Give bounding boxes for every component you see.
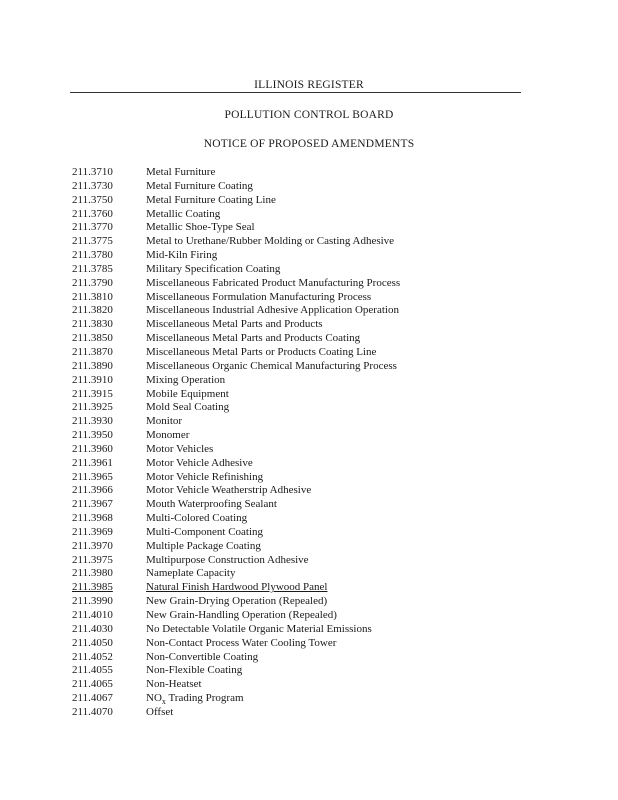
section-number: 211.3775 — [72, 235, 113, 248]
header-rule — [70, 92, 521, 93]
list-item — [72, 304, 552, 318]
list-item — [72, 637, 552, 651]
section-number: 211.3890 — [72, 359, 113, 372]
section-title-main: NO — [146, 692, 162, 705]
section-number: 211.4050 — [72, 636, 113, 649]
section-number: 211.4052 — [72, 650, 113, 663]
section-title: Monomer — [146, 429, 190, 442]
section-number: 211.4067 — [72, 692, 113, 705]
section-number: 211.3820 — [72, 304, 113, 317]
section-number: 211.3965 — [72, 470, 113, 483]
list-item — [72, 388, 552, 402]
list-item — [72, 471, 552, 485]
section-number: 211.3967 — [72, 498, 113, 511]
list-item — [72, 401, 552, 415]
section-title: Monitor — [146, 415, 183, 428]
section-title: Non-Contact Process Water Cooling Tower — [146, 636, 337, 649]
section-title: Mold Seal Coating — [146, 401, 230, 414]
list-item — [72, 166, 552, 180]
list-item — [72, 318, 552, 332]
list-item — [72, 180, 552, 194]
notice-title: NOTICE OF PROPOSED AMENDMENTS — [203, 138, 415, 150]
list-item — [72, 374, 552, 388]
register-title — [0, 79, 618, 91]
section-title: Offset — [146, 705, 174, 718]
list-item — [72, 429, 552, 443]
list-item — [72, 415, 552, 429]
list-item — [72, 208, 552, 222]
section-number: 211.3770 — [72, 221, 113, 234]
list-item — [72, 609, 552, 623]
list-item — [72, 692, 552, 706]
list-item — [72, 526, 552, 540]
section-title: Metal to Urethane/Rubber Molding or Casting Adhesive — [146, 235, 395, 248]
section-title: Mouth Waterproofing Sealant — [146, 498, 277, 511]
list-item — [72, 540, 552, 554]
section-title: Non-Heatset — [146, 678, 202, 691]
section-number: 211.3950 — [72, 429, 113, 442]
list-item — [72, 623, 552, 637]
list-item — [72, 235, 552, 249]
section-title: Motor Vehicle Weatherstrip Adhesive — [146, 484, 312, 497]
list-item — [72, 291, 552, 305]
section-title: Motor Vehicle Adhesive — [146, 456, 253, 469]
section-title-subscript: x — [161, 697, 166, 707]
section-title: Mixing Operation — [146, 373, 226, 386]
section-number: 211.3969 — [72, 525, 113, 538]
section-title: Miscellaneous Metal Parts or Products Coating Line — [146, 345, 377, 358]
list-item — [72, 567, 552, 581]
list-item — [72, 277, 552, 291]
section-number: 211.3760 — [72, 207, 113, 220]
list-item — [72, 706, 552, 720]
section-title: Metallic Coating — [146, 207, 221, 220]
section-number: 211.3975 — [72, 553, 113, 566]
list-item — [72, 512, 552, 526]
list-item — [72, 554, 552, 568]
section-title: New Grain-Drying Operation (Repealed) — [146, 595, 328, 608]
section-number: 211.3968 — [72, 512, 113, 525]
section-number: 211.3930 — [72, 415, 113, 428]
list-item — [72, 194, 552, 208]
section-title: Mid-Kiln Firing — [146, 249, 218, 262]
section-number: 211.3960 — [72, 442, 113, 455]
list-item — [72, 678, 552, 692]
section-number: 211.3990 — [72, 595, 113, 608]
section-title — [146, 692, 244, 706]
section-title: Natural Finish Hardwood Plywood Panel — [146, 581, 328, 594]
list-item — [72, 457, 552, 471]
section-number: 211.3961 — [72, 456, 113, 469]
section-title: Non-Convertible Coating — [146, 650, 259, 663]
section-number: 211.3730 — [72, 179, 113, 192]
section-title: Miscellaneous Organic Chemical Manufacturing Process — [146, 359, 397, 372]
section-title: Nameplate Capacity — [146, 567, 236, 580]
section-number: 211.4065 — [72, 678, 113, 691]
section-number: 211.3790 — [72, 276, 113, 289]
section-title: Non-Flexible Coating — [146, 664, 243, 677]
section-title: Multi-Component Coating — [146, 525, 264, 538]
list-item — [72, 581, 552, 595]
section-number: 211.3870 — [72, 345, 113, 358]
section-title: Motor Vehicle Refinishing — [146, 470, 264, 483]
section-number: 211.4070 — [72, 705, 113, 718]
section-title: Miscellaneous Industrial Adhesive Application Operation — [146, 304, 399, 317]
section-title-rest: Trading Program — [165, 692, 244, 705]
section-title: Multi-Colored Coating — [146, 512, 248, 525]
list-item — [72, 221, 552, 235]
list-item — [72, 360, 552, 374]
section-title: Miscellaneous Formulation Manufacturing Process — [146, 290, 372, 303]
section-title: Multipurpose Construction Adhesive — [146, 553, 309, 566]
section-title: Mobile Equipment — [146, 387, 229, 400]
section-number: 211.3850 — [72, 332, 113, 345]
section-title: No Detectable Volatile Organic Material Emissions — [146, 622, 372, 635]
section-number: 211.3915 — [72, 387, 113, 400]
section-title: Metallic Shoe-Type Seal — [146, 221, 255, 234]
definitions-list — [72, 166, 552, 720]
list-item — [72, 484, 552, 498]
list-item — [72, 263, 552, 277]
list-item — [72, 249, 552, 263]
section-title: New Grain-Handling Operation (Repealed) — [146, 609, 337, 621]
section-title: Miscellaneous Metal Parts and Products Coating — [146, 332, 361, 345]
section-number: 211.3980 — [72, 567, 113, 580]
list-item — [72, 332, 552, 346]
section-title: Metal Furniture — [146, 166, 216, 178]
section-number: 211.4010 — [72, 609, 113, 621]
section-title: Motor Vehicles — [146, 442, 214, 455]
board-title: POLLUTION CONTROL BOARD — [224, 109, 394, 121]
section-number: 211.4055 — [72, 664, 113, 677]
section-title: Military Specification Coating — [146, 262, 281, 275]
section-title: Miscellaneous Metal Parts and Products — [146, 318, 323, 331]
section-title: Metal Furniture Coating Line — [146, 193, 276, 206]
section-number: 211.3810 — [72, 290, 113, 303]
section-number: 211.3925 — [72, 401, 113, 414]
list-item — [72, 664, 552, 678]
section-number: 211.3966 — [72, 484, 113, 497]
section-number: 211.4030 — [72, 622, 113, 635]
section-title: Miscellaneous Fabricated Product Manufacturing Process — [146, 276, 401, 289]
list-item — [72, 651, 552, 665]
section-number: 211.3780 — [72, 249, 113, 262]
section-number: 211.3710 — [72, 166, 113, 178]
section-number: 211.3785 — [72, 262, 113, 275]
section-number: 211.3970 — [72, 539, 113, 552]
section-number: 211.3910 — [72, 373, 113, 386]
section-title: Metal Furniture Coating — [146, 179, 253, 192]
list-item — [72, 346, 552, 360]
section-number: 211.3750 — [72, 193, 113, 206]
section-title: Multiple Package Coating — [146, 539, 261, 552]
section-number: 211.3830 — [72, 318, 113, 331]
register-title-text: ILLINOIS REGISTER — [251, 79, 367, 91]
list-item — [72, 498, 552, 512]
list-item — [72, 443, 552, 457]
list-item — [72, 595, 552, 609]
section-number: 211.3985 — [72, 581, 113, 594]
